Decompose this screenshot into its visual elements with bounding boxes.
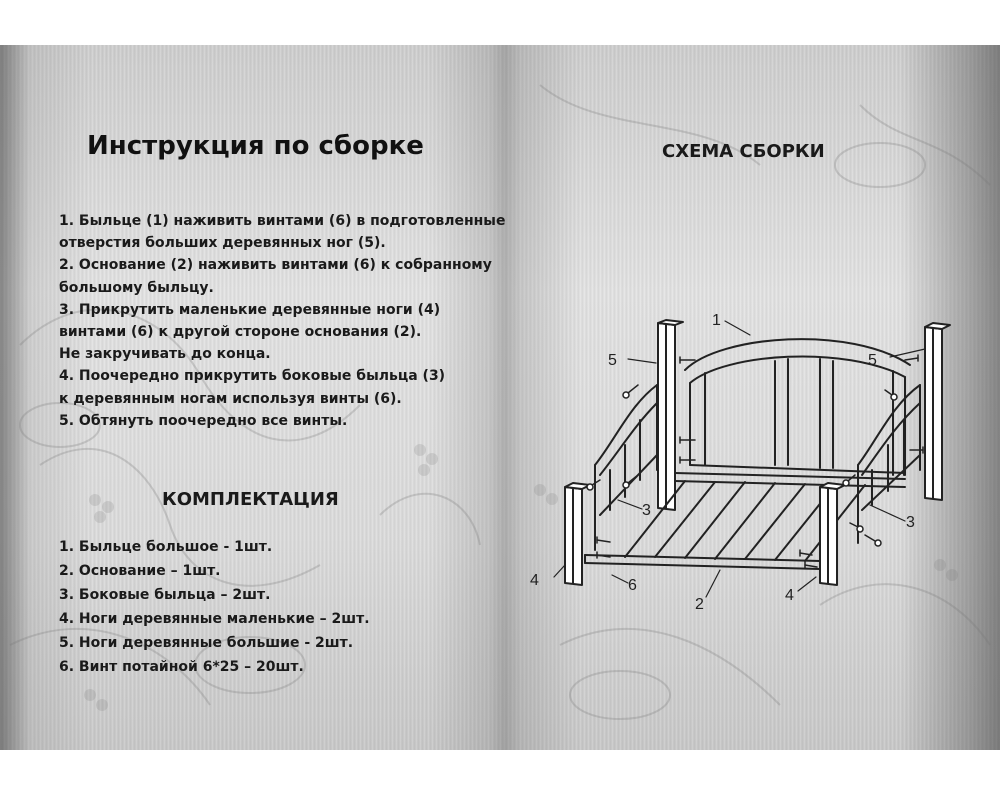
callout-big-leg-right: 5 bbox=[868, 352, 877, 369]
kit-item: 6. Винт потайной 6*25 – 20шт. bbox=[59, 659, 304, 675]
callout-base: 2 bbox=[695, 596, 704, 613]
assembly-diagram bbox=[520, 265, 960, 625]
kit-item: 5. Ноги деревянные большие - 2шт. bbox=[59, 635, 354, 651]
kit-list bbox=[59, 535, 479, 679]
instruction-line: 2. Основание (2) наживить винтами (6) к собранному bbox=[59, 257, 492, 274]
instruction-line: Не закручивать до конца. bbox=[59, 346, 271, 363]
small-leg-right bbox=[820, 483, 845, 585]
instruction-line: 3. Прикрутить маленькие деревянные ноги (4) bbox=[59, 301, 441, 318]
callout-small-leg-left: 4 bbox=[530, 572, 539, 589]
callout-big-leg-left: 5 bbox=[608, 352, 617, 369]
kit-item: 3. Боковые быльца – 2шт. bbox=[59, 587, 271, 603]
callout-small-leg-right: 4 bbox=[785, 587, 794, 604]
kit-item: 1. Быльце большое - 1шт. bbox=[59, 539, 273, 555]
instruction-line: к деревянным ногам используя винты (6). bbox=[59, 390, 402, 407]
small-leg-left bbox=[565, 483, 590, 585]
instruction-sheet bbox=[0, 45, 1000, 750]
scheme-title: СХЕМА СБОРКИ bbox=[662, 141, 825, 162]
instruction-line: винтами (6) к другой стороне основания (2). bbox=[59, 324, 422, 341]
instructions-steps bbox=[59, 210, 506, 432]
kit-title: КОМПЛЕКТАЦИЯ bbox=[162, 489, 339, 510]
callout-side-rail-left: 3 bbox=[642, 502, 651, 519]
instructions-title: Инструкция по сборке bbox=[87, 131, 424, 161]
instruction-line: 4. Поочередно прикрутить боковые быльца (3) bbox=[59, 368, 446, 385]
instruction-line: 1. Быльце (1) наживить винтами (6) в подготовленные bbox=[59, 213, 506, 229]
callout-side-rail-right: 3 bbox=[906, 514, 915, 531]
kit-item: 4. Ноги деревянные маленькие – 2шт. bbox=[59, 611, 370, 627]
instruction-line: 5. Обтянуть поочередно все винты. bbox=[59, 412, 348, 429]
kit-item: 2. Основание – 1шт. bbox=[59, 563, 221, 579]
instruction-line: отверстия больших деревянных ног (5). bbox=[59, 235, 386, 252]
callout-headboard: 1 bbox=[712, 312, 721, 329]
instruction-line: большому быльцу. bbox=[59, 279, 214, 296]
callout-screw: 6 bbox=[628, 577, 637, 594]
big-leg-right bbox=[925, 323, 950, 500]
side-rail-left bbox=[595, 385, 657, 550]
